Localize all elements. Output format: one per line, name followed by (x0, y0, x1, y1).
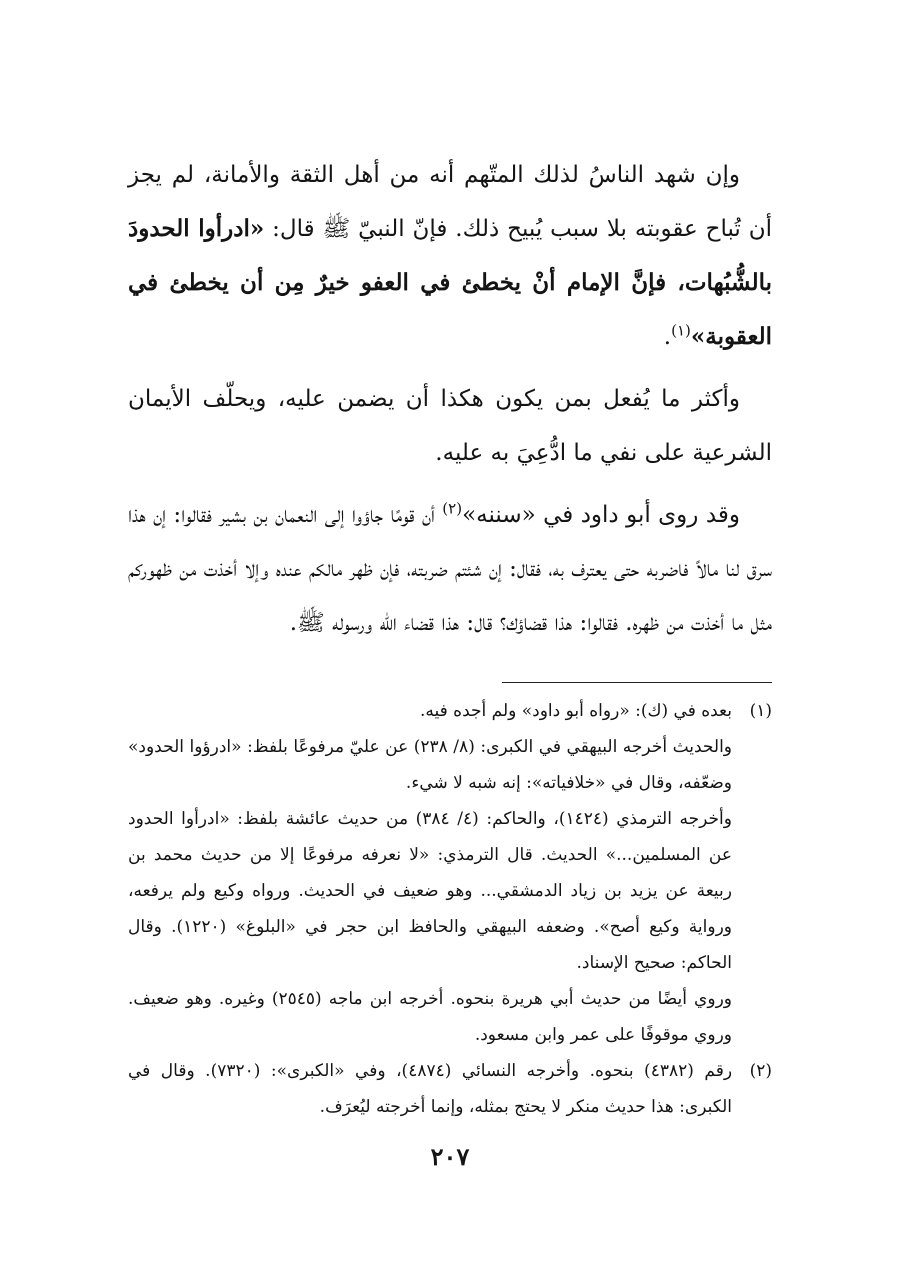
footnote-paragraph: والحديث أخرجه البيهقي في الكبرى: (٨/ ٢٣٨) عن عليّ مرفوعًا بلفظ: «ادرؤوا الحدود» وضعّفه، وقال في «خلافياته»: إنه شبه لا شيء. (128, 737, 733, 793)
page-number: ٢٠٧ (430, 1142, 470, 1171)
paragraph-2-text: وأكثر ما يُفعل بمن يكون هكذا أن يضمن عليه، ويحلّف الأيمان الشرعية على نفي ما ادُّعِيَ به عليه. (128, 386, 772, 466)
footnote-divider (502, 682, 772, 683)
footnote-ref-2[interactable]: (٢) (442, 499, 463, 518)
paragraph-1-text: وإن شهد الناسُ لذلك المتّهم أنه من أهل الثقة والأمانة، لم يجز أن تُباح عقوبته بلا سبب يُبيح ذلك. فإنّ النبيّ ﷺ قال: (128, 162, 772, 242)
footnotes (128, 693, 772, 1125)
paragraph-3 (128, 488, 772, 650)
footnote-2 (128, 1053, 772, 1125)
hadith-quote: «ادرأوا الحدودَ بالشُّبُهات، فإنَّ الإمام أنْ يخطئ في العفو خيرٌ مِن أن يخطئ في العقوبة» (128, 215, 772, 350)
footnote-paragraph: وأخرجه الترمذي (١٤٢٤)، والحاكم: (٤/ ٣٨٤) من حديث عائشة بلفظ: «ادرأوا الحدود عن المسلمين...» الحديث. قال الترمذي: «لا نعرفه مرفوعًا إلا من حديث محمد بن ربيعة عن يزيد بن زياد الدمشقي... وهو ضعيف في الحديث. ورواه وكيع ولم يرفعه، ورواية وكيع أصح». وضعفه البيهقي والحافظ ابن حجر في «البلوغ» (١٢٢٠). وقال الحاكم: صحيح الإسناد. (128, 809, 732, 973)
footnote-1 (128, 693, 772, 1053)
paragraph-3-text-a: وقد روى أبو داود في «سننه» (462, 502, 740, 528)
footnote-ref-1[interactable]: (١) (671, 321, 691, 340)
paragraph-1: وإن شهد الناسُ لذلك المتّهم أنه من أهل الثقة والأمانة، لم يجز أن تُباح عقوبته بلا سبب يُبيح ذلك. فإنّ النبيّ ﷺ قال: «ادرأوا الحدودَ بالشُّبُهات، فإنَّ الإمام أنْ يخطئ في العفو خيرٌ مِن أن يخطئ في العقوبة»$^{(١)}$. (128, 162, 772, 350)
footnote-number: (٢) (749, 1061, 772, 1081)
footnote-paragraph: رقم (٤٣٨٢) بنحوه. وأخرجه النسائي (٤٨٧٤)، وفي «الكبرى»: (٧٣٢٠). وقال في الكبرى: هذا حديث منكر لا يحتج بمثله، وإنما أخرجته ليُعرَف. (128, 1061, 733, 1117)
footnote-paragraph: وروي أيضًا من حديث أبي هريرة بنحوه. أخرجه ابن ماجه (٢٥٤٥) وغيره. وهو ضعيف. وروي موقوفًا على عمر وابن مسعود. (128, 989, 732, 1045)
footnote-number: (١) (749, 701, 772, 721)
paragraph-2 (128, 372, 772, 480)
main-text (128, 148, 772, 650)
footnote-paragraph: بعده في (ك): «رواه أبو داود» ولم أجده فيه. (420, 701, 732, 721)
paragraph-3-text-b: أن قومًا جاؤوا إلى النعمان بن بشير فقالوا: إن هذا سرق لنا مالاً فاضربه حتى يعترف به، فقال: إن شئتم ضربته، فإن ظهر مالكم عنده وإلا أخذت من ظهوركم مثل ما أخذت من ظهره. فقالوا: هذا قضاؤك؟ قال: هذا قضاء الله ورسوله ﷺ. (128, 502, 772, 636)
